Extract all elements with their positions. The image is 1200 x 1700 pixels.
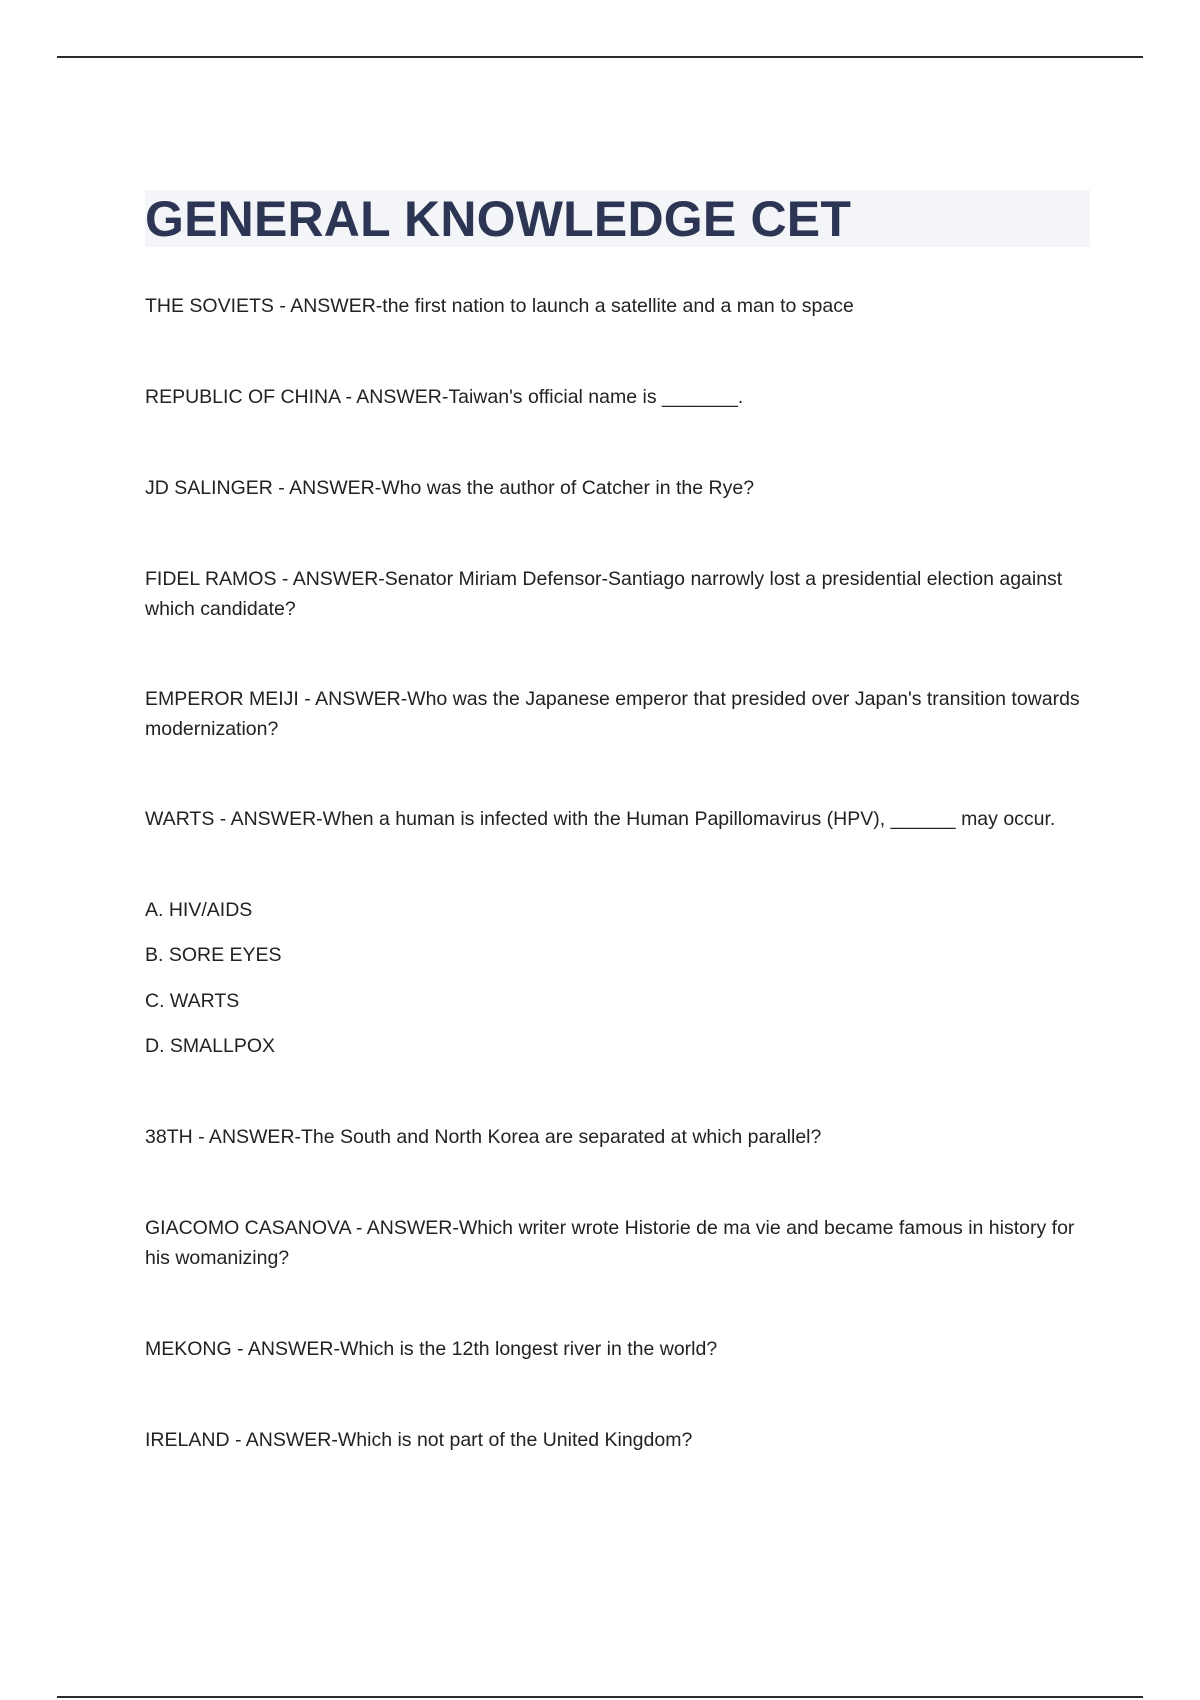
qa-item: THE SOVIETS - ANSWER-the first nation to launch a satellite and a man to space: [145, 295, 854, 317]
qa-item: GIACOMO CASANOVA - ANSWER-Which writer wrote Historie de ma vie and became famous in history for his womanizing?: [145, 1217, 1075, 1269]
qa-item: REPUBLIC OF CHINA - ANSWER-Taiwan's official name is _______.: [145, 386, 744, 408]
qa-item: MEKONG - ANSWER-Which is the 12th longest river in the world?: [145, 1338, 718, 1360]
qa-item: FIDEL RAMOS - ANSWER-Senator Miriam Defensor-Santiago narrowly lost a presidential election against which candidate?: [145, 568, 1063, 620]
top-rule: [57, 56, 1143, 58]
qa-item: WARTS - ANSWER-When a human is infected with the Human Papillomavirus (HPV), ______ may occur.: [145, 808, 1056, 830]
answer-option: C. WARTS: [145, 990, 240, 1012]
qa-item: IRELAND - ANSWER-Which is not part of the United Kingdom?: [145, 1429, 693, 1451]
answer-option: A. HIV/AIDS: [145, 899, 253, 921]
qa-item: EMPEROR MEIJI - ANSWER-Who was the Japanese emperor that presided over Japan's transition towards modernization?: [145, 688, 1080, 740]
answer-option: B. SORE EYES: [145, 944, 282, 966]
bottom-rule: [57, 1696, 1143, 1698]
answer-option: D. SMALLPOX: [145, 1035, 276, 1057]
qa-item: JD SALINGER - ANSWER-Who was the author of Catcher in the Rye?: [145, 477, 755, 499]
document-title: GENERAL KNOWLEDGE CET: [145, 191, 852, 247]
qa-item: 38TH - ANSWER-The South and North Korea are separated at which parallel?: [145, 1126, 822, 1148]
